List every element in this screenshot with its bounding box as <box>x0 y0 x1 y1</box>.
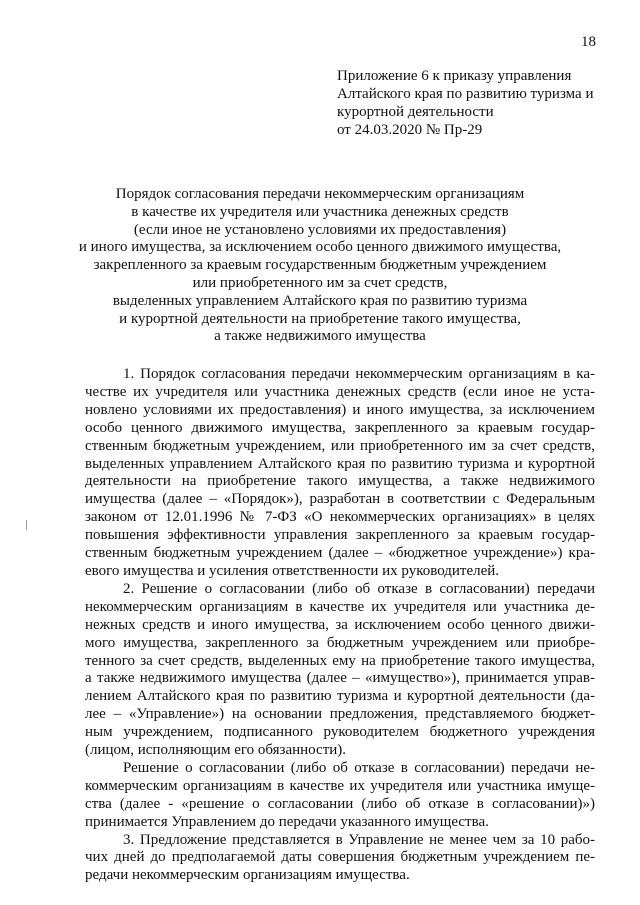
paragraph-2-line: лее – «Управление») на основании предложения, представляемого бюджет- <box>85 706 595 723</box>
title-line: и курортной деятельности на приобретение такого имущества, <box>119 310 521 327</box>
page-number: 18 <box>581 34 596 50</box>
title-line: закрепленного за краевым государственным бюджетным учреждением <box>93 257 547 274</box>
paragraph-4-line: чих дней до предполагаемой даты совершения бюджетным учреждением пе- <box>85 849 595 866</box>
appendix-line: Приложение 6 к приказу управления <box>337 68 572 84</box>
paragraph-2-line: ным учреждением, подписанного руководителем бюджетного учреждения <box>85 724 595 741</box>
paragraph-1-line: повышения эффективности управления закрепленного за краевым государ- <box>85 527 595 544</box>
title-line: или приобретенного им за счет средств, <box>192 274 448 291</box>
paragraph-3-line: коммерческим организациям в качестве их учредителя или участника имуще- <box>85 777 595 794</box>
paragraph-1-line: 1. Порядок согласования передачи некоммерческим организациям в ка- <box>123 366 595 382</box>
paragraph-1-line: законом от 12.01.1996 № 7-ФЗ «О некоммерческих организациях» в целях <box>85 509 595 526</box>
paragraph-2-line: тенного за счет средств, выделенных ему на приобретение такого имущества, <box>85 652 595 669</box>
paragraph-2-line: нежных средств и иного имущества, за исключением особо ценного движи- <box>85 616 595 633</box>
title-line: и иного имущества, за исключением особо ценного движимого имущества, <box>78 239 562 256</box>
appendix-header <box>337 67 593 139</box>
paragraph-1-line: евого имущества и усиления ответственности их руководителей. <box>85 562 500 579</box>
paragraph-1-line: деятельности на приобретение такого имущества, а также недвижимого <box>85 473 595 490</box>
paragraph-2-line: лением Алтайского края по развитию туризма и курортной деятельности (да- <box>85 688 595 705</box>
document-title <box>60 186 580 346</box>
paragraph-1-line: ственным бюджетным учреждением (далее – «бюджетное учреждение») кра- <box>85 545 595 562</box>
paragraph-1-line: выделенных управлением Алтайского края по развитию туризма и курортной <box>85 455 595 472</box>
paragraph-2-line: (лицом, исполняющим его обязанности). <box>85 742 347 759</box>
paragraph-3-line: ства (далее - «решение о согласовании (либо об отказе в согласовании)») <box>85 795 595 812</box>
paragraph-3-line: принимается Управлением до передачи указанного имущества. <box>85 813 489 830</box>
paragraph-1-line: имущества (далее – «Порядок»), разработан в соответствии с Федеральным <box>85 491 595 508</box>
paragraph-3-line: Решение о согласовании (либо об отказе в согласовании) передачи не- <box>123 759 595 776</box>
paragraph-1-line: ственным бюджетным учреждением, или приобретенного им за счет средств, <box>85 437 595 454</box>
title-line: (если иное не установлено условиями их предоставления) <box>133 221 507 238</box>
margin-mark <box>26 520 27 530</box>
paragraph-2-line: 2. Решение о согласовании (либо об отказе в согласовании) передачи <box>123 580 595 597</box>
title-line: Порядок согласования передачи некоммерческим организациям <box>115 186 525 202</box>
paragraph-2-line: а также недвижимого имущества (далее – «имущество»), принимается управ- <box>85 670 595 687</box>
paragraph-2-line: некоммерческим организациям в качестве их учредителя или участника де- <box>85 598 595 615</box>
paragraph-1-line: особо ценного движимого имущества, закрепленного за краевым государ- <box>85 419 595 436</box>
paragraph-2-line: мого имущества, закрепленного за бюджетным учреждением или приобре- <box>85 634 595 651</box>
appendix-line: курортной деятельности <box>337 104 494 120</box>
paragraph-1-line: новлено условиями их предоставления) и иного имущества, за исключением <box>85 401 595 418</box>
appendix-line: от 24.03.2020 № Пр-29 <box>337 122 483 138</box>
appendix-line: Алтайского края по развитию туризма и <box>337 86 594 102</box>
paragraph-4-line: редачи некоммерческим организациям имущества. <box>85 867 410 884</box>
paragraph-1-line: честве их учредителя или участника денежных средств (если иное не уста- <box>85 383 595 400</box>
paragraph-4-line: 3. Предложение представляется в Управление не менее чем за 10 рабо- <box>123 831 595 848</box>
title-line: в качестве их учредителя или участника денежных средств <box>131 203 509 220</box>
title-line: а также недвижимого имущества <box>214 328 426 345</box>
title-line: выделенных управлением Алтайского края по развитию туризма <box>112 292 528 309</box>
document-body <box>85 366 595 885</box>
